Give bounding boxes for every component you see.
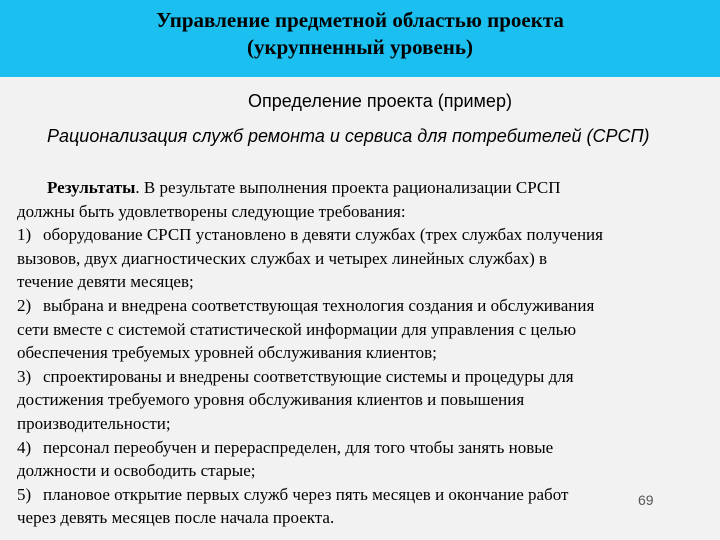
list-item [17,223,719,247]
title-bar [0,0,720,77]
page-number: 69 [638,492,654,508]
item-text: выбрана и внедрена соответствующая технология создания и обслуживания [43,295,595,315]
item-number: 5) [17,484,32,504]
item-continuation: течение девяти месяцев; [17,272,194,292]
results-intro [17,176,719,200]
list-item [17,365,719,389]
item-number: 2) [17,295,32,315]
slide-title [0,7,720,61]
item-continuation: должности и освободить старые; [17,461,256,481]
item-continuation: обеспечения требуемых уровней обслуживания клиентов; [17,343,437,363]
title-line-2: (укрупненный уровень) [247,35,473,59]
title-line-1: Управление предметной областью проекта [156,8,564,32]
item-text: оборудование СРСП установлено в девяти службах (трех службах получения [43,225,603,245]
item-continuation: вызовов, двух диагностических службах и четырех линейных службах) в [17,248,548,268]
item-continuation: достижения требуемого уровня обслуживания клиентов и повышения [17,390,525,410]
item-continuation: через девять месяцев после начала проекта. [17,508,335,528]
item-text: спроектированы и внедрены соответствующие системы и процедуры для [43,366,574,386]
item-number: 3) [17,366,32,386]
results-label: Результаты [47,178,136,197]
list-item [17,294,719,318]
item-text: плановое открытие первых служб через пять месяцев и окончание работ [43,484,569,504]
results-text [17,176,719,530]
list-item [17,483,719,507]
results-intro-rest: . В результате выполнения проекта рационализации СРСП [135,178,561,197]
project-name: Рационализация служб ремонта и сервиса для потребителей (СРСП) [47,126,650,146]
item-number: 1) [17,225,32,245]
item-continuation: производительности; [17,413,171,433]
results-intro-line-2: должны быть удовлетворены следующие требования: [17,201,406,221]
slide-subtitle: Определение проекта (пример) [248,91,512,111]
list-item [17,436,719,460]
item-number: 4) [17,437,32,457]
item-text: персонал переобучен и перераспределен, для того чтобы занять новые [43,437,554,457]
item-continuation: сети вместе с системой статистической информации для управления с целью [17,319,577,339]
